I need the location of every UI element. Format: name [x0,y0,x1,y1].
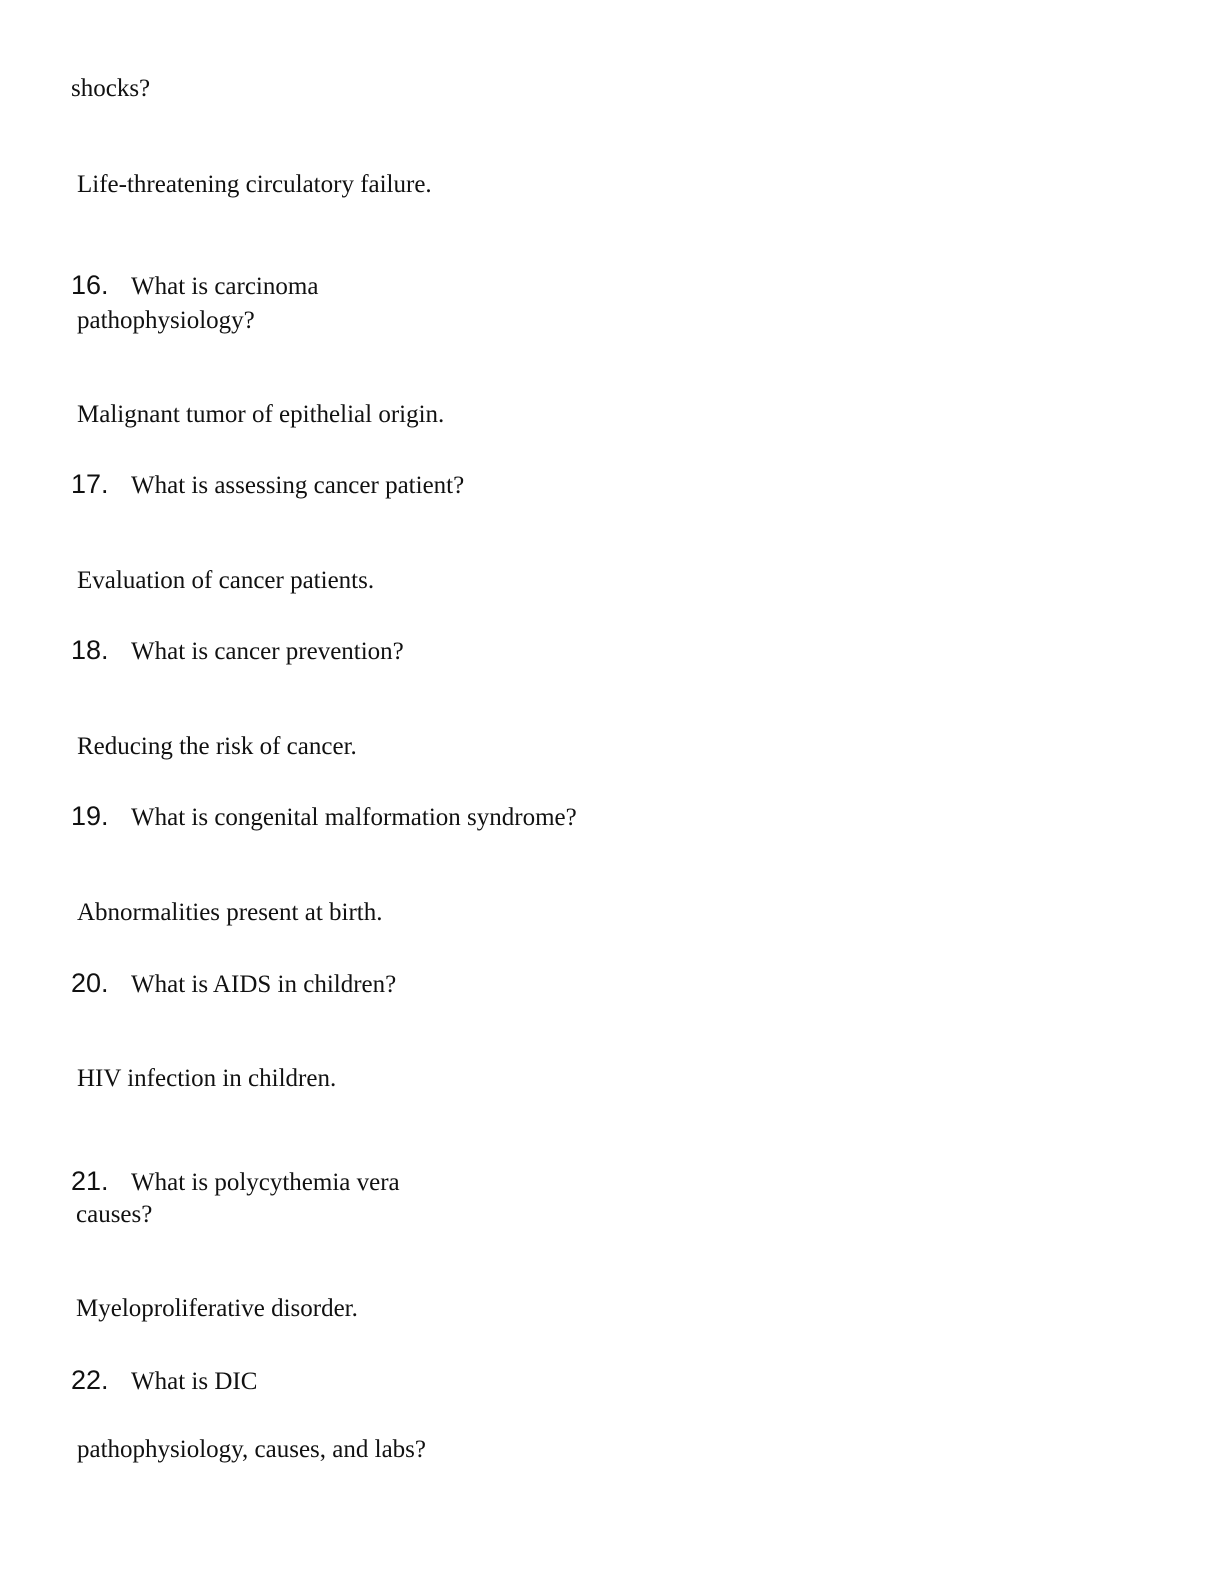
question-text: What is congenital malformation syndrome? [131,804,577,831]
question-number: 18. [71,635,109,665]
question-heading [71,471,464,498]
question-heading [71,637,404,664]
question-text: What is AIDS in children? [131,971,397,998]
question-text: What is cancer prevention? [131,638,404,665]
question-text: What is polycythemia vera [131,1169,400,1196]
question-fragment: shocks? [71,75,151,102]
question-number: 19. [71,801,109,831]
question-number: 17. [71,469,109,499]
question-text-continued: causes? [76,1201,153,1228]
question-text: What is carcinoma [131,273,319,300]
question-number: 22. [71,1365,109,1395]
question-text: What is DIC [131,1368,258,1395]
answer-text: Reducing the risk of cancer. [77,733,357,760]
question-heading [71,1367,257,1394]
question-heading [71,970,396,997]
question-text-continued: pathophysiology, causes, and labs? [77,1436,426,1463]
answer-text: Life-threatening circulatory failure. [77,171,432,198]
question-number: 20. [71,968,109,998]
answer-text: Malignant tumor of epithelial origin. [77,401,445,428]
question-number: 21. [71,1166,109,1196]
question-text: What is assessing cancer patient? [131,472,465,499]
answer-text: Evaluation of cancer patients. [77,567,375,594]
question-heading [71,272,318,299]
question-heading [71,803,577,830]
question-number: 16. [71,270,109,300]
answer-text: HIV infection in children. [77,1065,337,1092]
question-heading [71,1168,400,1195]
answer-text: Myeloproliferative disorder. [76,1295,358,1322]
question-text-continued: pathophysiology? [77,307,255,334]
answer-text: Abnormalities present at birth. [77,899,383,926]
